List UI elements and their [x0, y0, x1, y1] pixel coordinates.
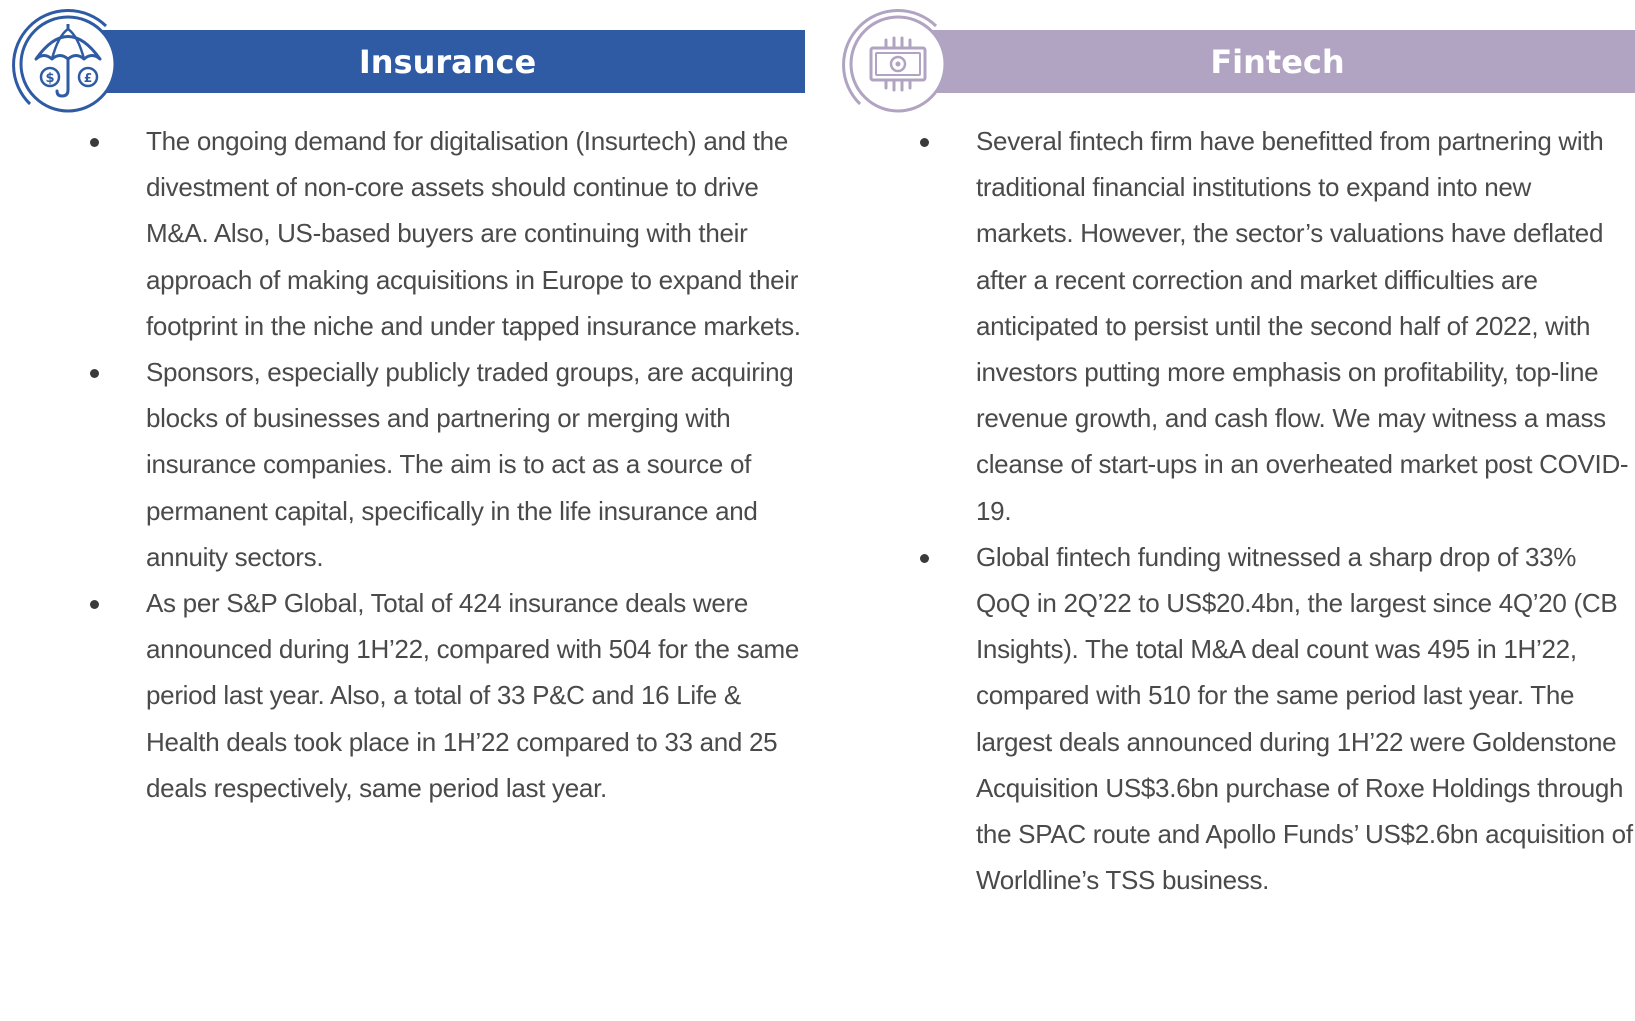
- fintech-title: Fintech: [1210, 42, 1345, 81]
- fintech-bullet-list: [914, 118, 1634, 903]
- insurance-bullet-list: [84, 118, 804, 811]
- bullet-dot: [90, 600, 99, 609]
- svg-text:£: £: [83, 71, 93, 85]
- bullet-dot: [90, 138, 99, 147]
- bullet-dot: [920, 554, 929, 563]
- insurance-header: [90, 30, 805, 93]
- list-item: As per S&P Global, Total of 424 insurance deals were announced during 1H’22, compared with 504 for the same period last year. Also, a total of 33 P&C and 16 Life & Health deals took place in 1H’22 compared to 33 and 25 deals respectively, same period last year.: [84, 580, 804, 811]
- list-item: Several fintech firm have benefitted from partnering with traditional financial institutions to expand into new markets. However, the sector’s valuations have deflated after a recent correction and market difficulties are anticipated to persist until the second half of 2022, with investors putting more emphasis on profitability, top-line revenue growth, and cash flow. We may witness a mass cleanse of start-ups in an overheated market post COVID-19.: [914, 118, 1634, 534]
- list-item: The ongoing demand for digitalisation (Insurtech) and the divestment of non-core assets should continue to drive M&A. Also, US-based buyers are continuing with their approach of making acquisitions in Europe to expand their footprint in the niche and under tapped insurance markets.: [84, 118, 804, 349]
- fintech-header: [920, 30, 1635, 93]
- banknote-chip-icon: [838, 4, 953, 119]
- bullet-dot: [920, 138, 929, 147]
- svg-text:$: $: [45, 71, 55, 86]
- insurance-title: Insurance: [358, 42, 537, 81]
- list-item: Global fintech funding witnessed a sharp drop of 33% QoQ in 2Q’22 to US$20.4bn, the largest since 4Q’20 (CB Insights). The total M&A deal count was 495 in 1H’22, compared with 510 for the same period last year. The largest deals announced during 1H’22 were Goldenstone Acquisition US$3.6bn purchase of Roxe Holdings through the SPAC route and Apollo Funds’ US$2.6bn acquisition of Worldline’s TSS business.: [914, 534, 1634, 904]
- umbrella-currency-icon: [8, 4, 123, 119]
- bullet-dot: [90, 369, 99, 378]
- list-item: Sponsors, especially publicly traded groups, are acquiring blocks of businesses and partnering or merging with insurance companies. The aim is to act as a source of permanent capital, specifically in the life insurance and annuity sectors.: [84, 349, 804, 580]
